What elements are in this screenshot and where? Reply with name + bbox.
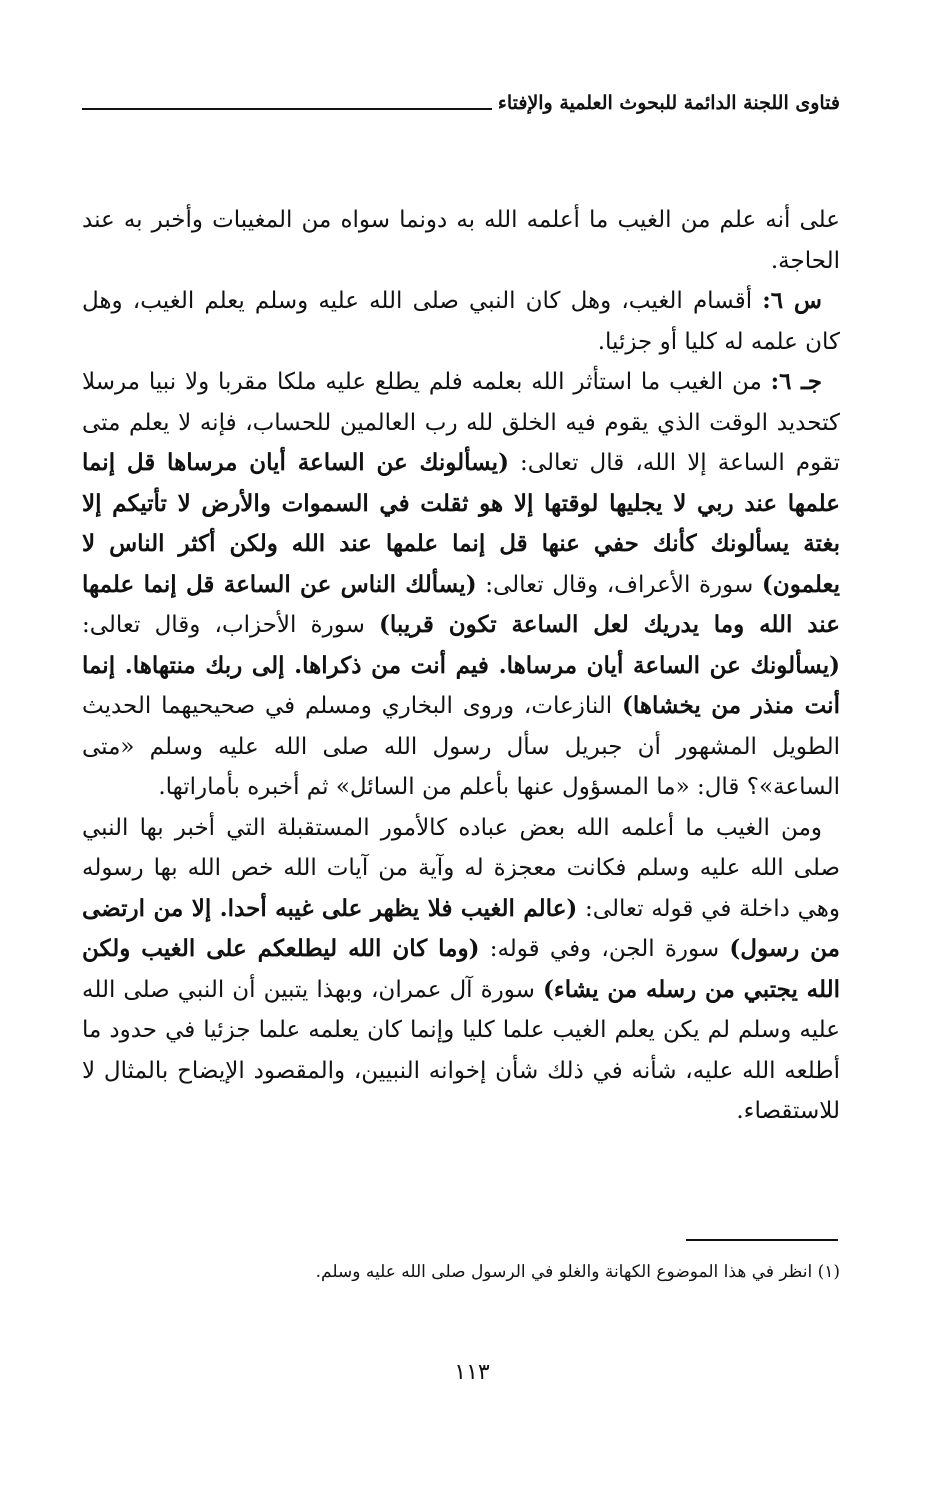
running-header [82,92,840,114]
paragraph-4-text-c: سورة آل عمران، وبهذا يتبين أن النبي صلى الله عليه وسلم لم يكن يعلم الغيب علما كليا وإنما كان يعلمه علما جزئيا في حدود ما أطلعه الله عليه، شأنه في ذلك شأن إخوانه النبيين، والمقصود الإيضاح بالمثال لا للاستقصاء. [82,976,840,1124]
quran-verse-1: (يسألونك عن الساعة أيان مرساها قل إنما علمها عند ربي لا يجليها لوقتها إلا هو ثقلت في السموات والأرض لا تأتيكم إلا بغتة يسألونك كأنك حفي عنها قل إنما علمها عند الله ولكن أكثر الناس لا يعلمون) [82,449,840,598]
quran-verse-3: (يسألونك عن الساعة أيان مرساها. فيم أنت من ذكراها. إلى ربك منتهاها. إنما أنت منذر من يخشاها) [82,651,840,719]
quran-verse-5: (وما كان الله ليطلعكم على الغيب ولكن الله يجتبي من رسله من يشاء) [82,935,840,1003]
answer-text-a: من الغيب ما استأثر الله بعلمه فلم يطلع عليه ملكا مقربا ولا نبيا مرسلا كتحديد الوقت الذي يقوم فيه الخلق لله رب العالمين للحساب، فإنه لا يعلم متى تقوم الساعة إلا الله، قال تعالى: [82,369,840,476]
question-paragraph [82,281,840,362]
paragraph-1: على أنه علم من الغيب ما أعلمه الله به دونما سواه من المغيبات وأخبر به عند الحاجة. [82,207,840,274]
page-number: ١١٣ [454,1360,490,1385]
header-title: فتاوى اللجنة الدائمة للبحوث العلمية والإفتاء [497,92,840,114]
paragraph-4 [82,808,840,1132]
footnote-separator [686,1239,838,1241]
footnote: (١) انظر في هذا الموضوع الكهانة والغلو في الرسول صلى الله عليه وسلم. [315,1262,840,1282]
answer-text-d: النازعات، وروى البخاري ومسلم في صحيحيهما الحديث الطويل المشهور أن جبريل سأل رسول الله صلى الله عليه وسلم «متى الساعة»؟ قال: «ما المسؤول عنها بأعلم من السائل» ثم أخبره بأماراتها. [82,693,840,800]
quran-verse-2: (يسألك الناس عن الساعة قل إنما علمها عند الله وما يدريك لعل الساعة تكون قريبا) [82,570,840,638]
header-rule [82,108,492,110]
question-text: أقسام الغيب، وهل كان النبي صلى الله عليه وسلم يعلم الغيب، وهل كان علمه له كليا أو جزئيا. [82,288,840,355]
answer-text-b: سورة الأعراف، وقال تعالى: [476,571,762,598]
question-label: س ٦: [762,287,822,314]
answer-paragraph [82,362,840,808]
quran-verse-4: (عالم الغيب فلا يظهر على غيبه أحدا. إلا من ارتضى من رسول) [82,894,840,962]
answer-label: جـ ٦: [770,368,822,395]
main-text [82,200,840,1132]
paragraph-4-text-a: ومن الغيب ما أعلمه الله بعض عباده كالأمور المستقبلة التي أخبر بها النبي صلى الله عليه وسلم فكانت معجزة له وآية من آيات الله خص الله بها رسوله وهي داخلة في قوله تعالى: [82,814,840,922]
paragraph-4-text-b: سورة الجن، وفي قوله: [479,936,730,962]
answer-text-c: سورة الأحزاب، وقال تعالى: [82,612,379,638]
